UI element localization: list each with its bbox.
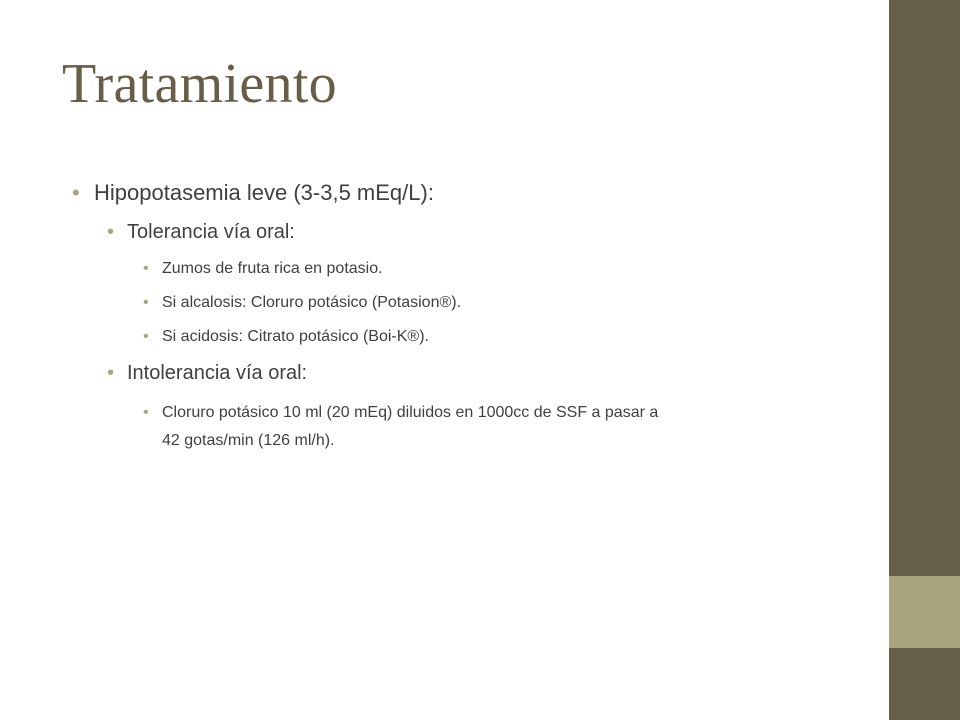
list-item-text: Zumos de fruta rica en potasio. bbox=[162, 260, 383, 277]
decorative-band-light bbox=[889, 576, 960, 648]
decorative-band-dark-bottom bbox=[889, 648, 960, 720]
list-item-text: Cloruro potásico 10 ml (20 mEq) diluidos en 1000cc de SSF a pasar a bbox=[162, 404, 659, 421]
slide-title: Tratamiento bbox=[62, 53, 337, 115]
list-item-text: Tolerancia vía oral: bbox=[127, 221, 295, 243]
list-item-text: Hipopotasemia leve (3-3,5 mEq/L): bbox=[94, 180, 434, 205]
list-item-text-continuation: 42 gotas/min (126 ml/h). bbox=[162, 432, 335, 449]
list-item-text: Intolerancia vía oral: bbox=[127, 362, 308, 384]
bullet-icon: • bbox=[107, 362, 115, 384]
bullet-icon: • bbox=[143, 404, 149, 421]
list-item-text: Si acidosis: Citrato potásico (Boi-K®). bbox=[162, 328, 429, 345]
list-item-text: Si alcalosis: Cloruro potásico (Potasion®). bbox=[162, 294, 462, 311]
bullet-icon: • bbox=[72, 180, 80, 205]
bullet-icon: • bbox=[143, 294, 149, 311]
bullet-icon: • bbox=[143, 328, 149, 345]
bullet-icon: • bbox=[143, 260, 149, 277]
decorative-band-dark bbox=[889, 0, 960, 576]
bullet-icon: • bbox=[107, 221, 115, 243]
